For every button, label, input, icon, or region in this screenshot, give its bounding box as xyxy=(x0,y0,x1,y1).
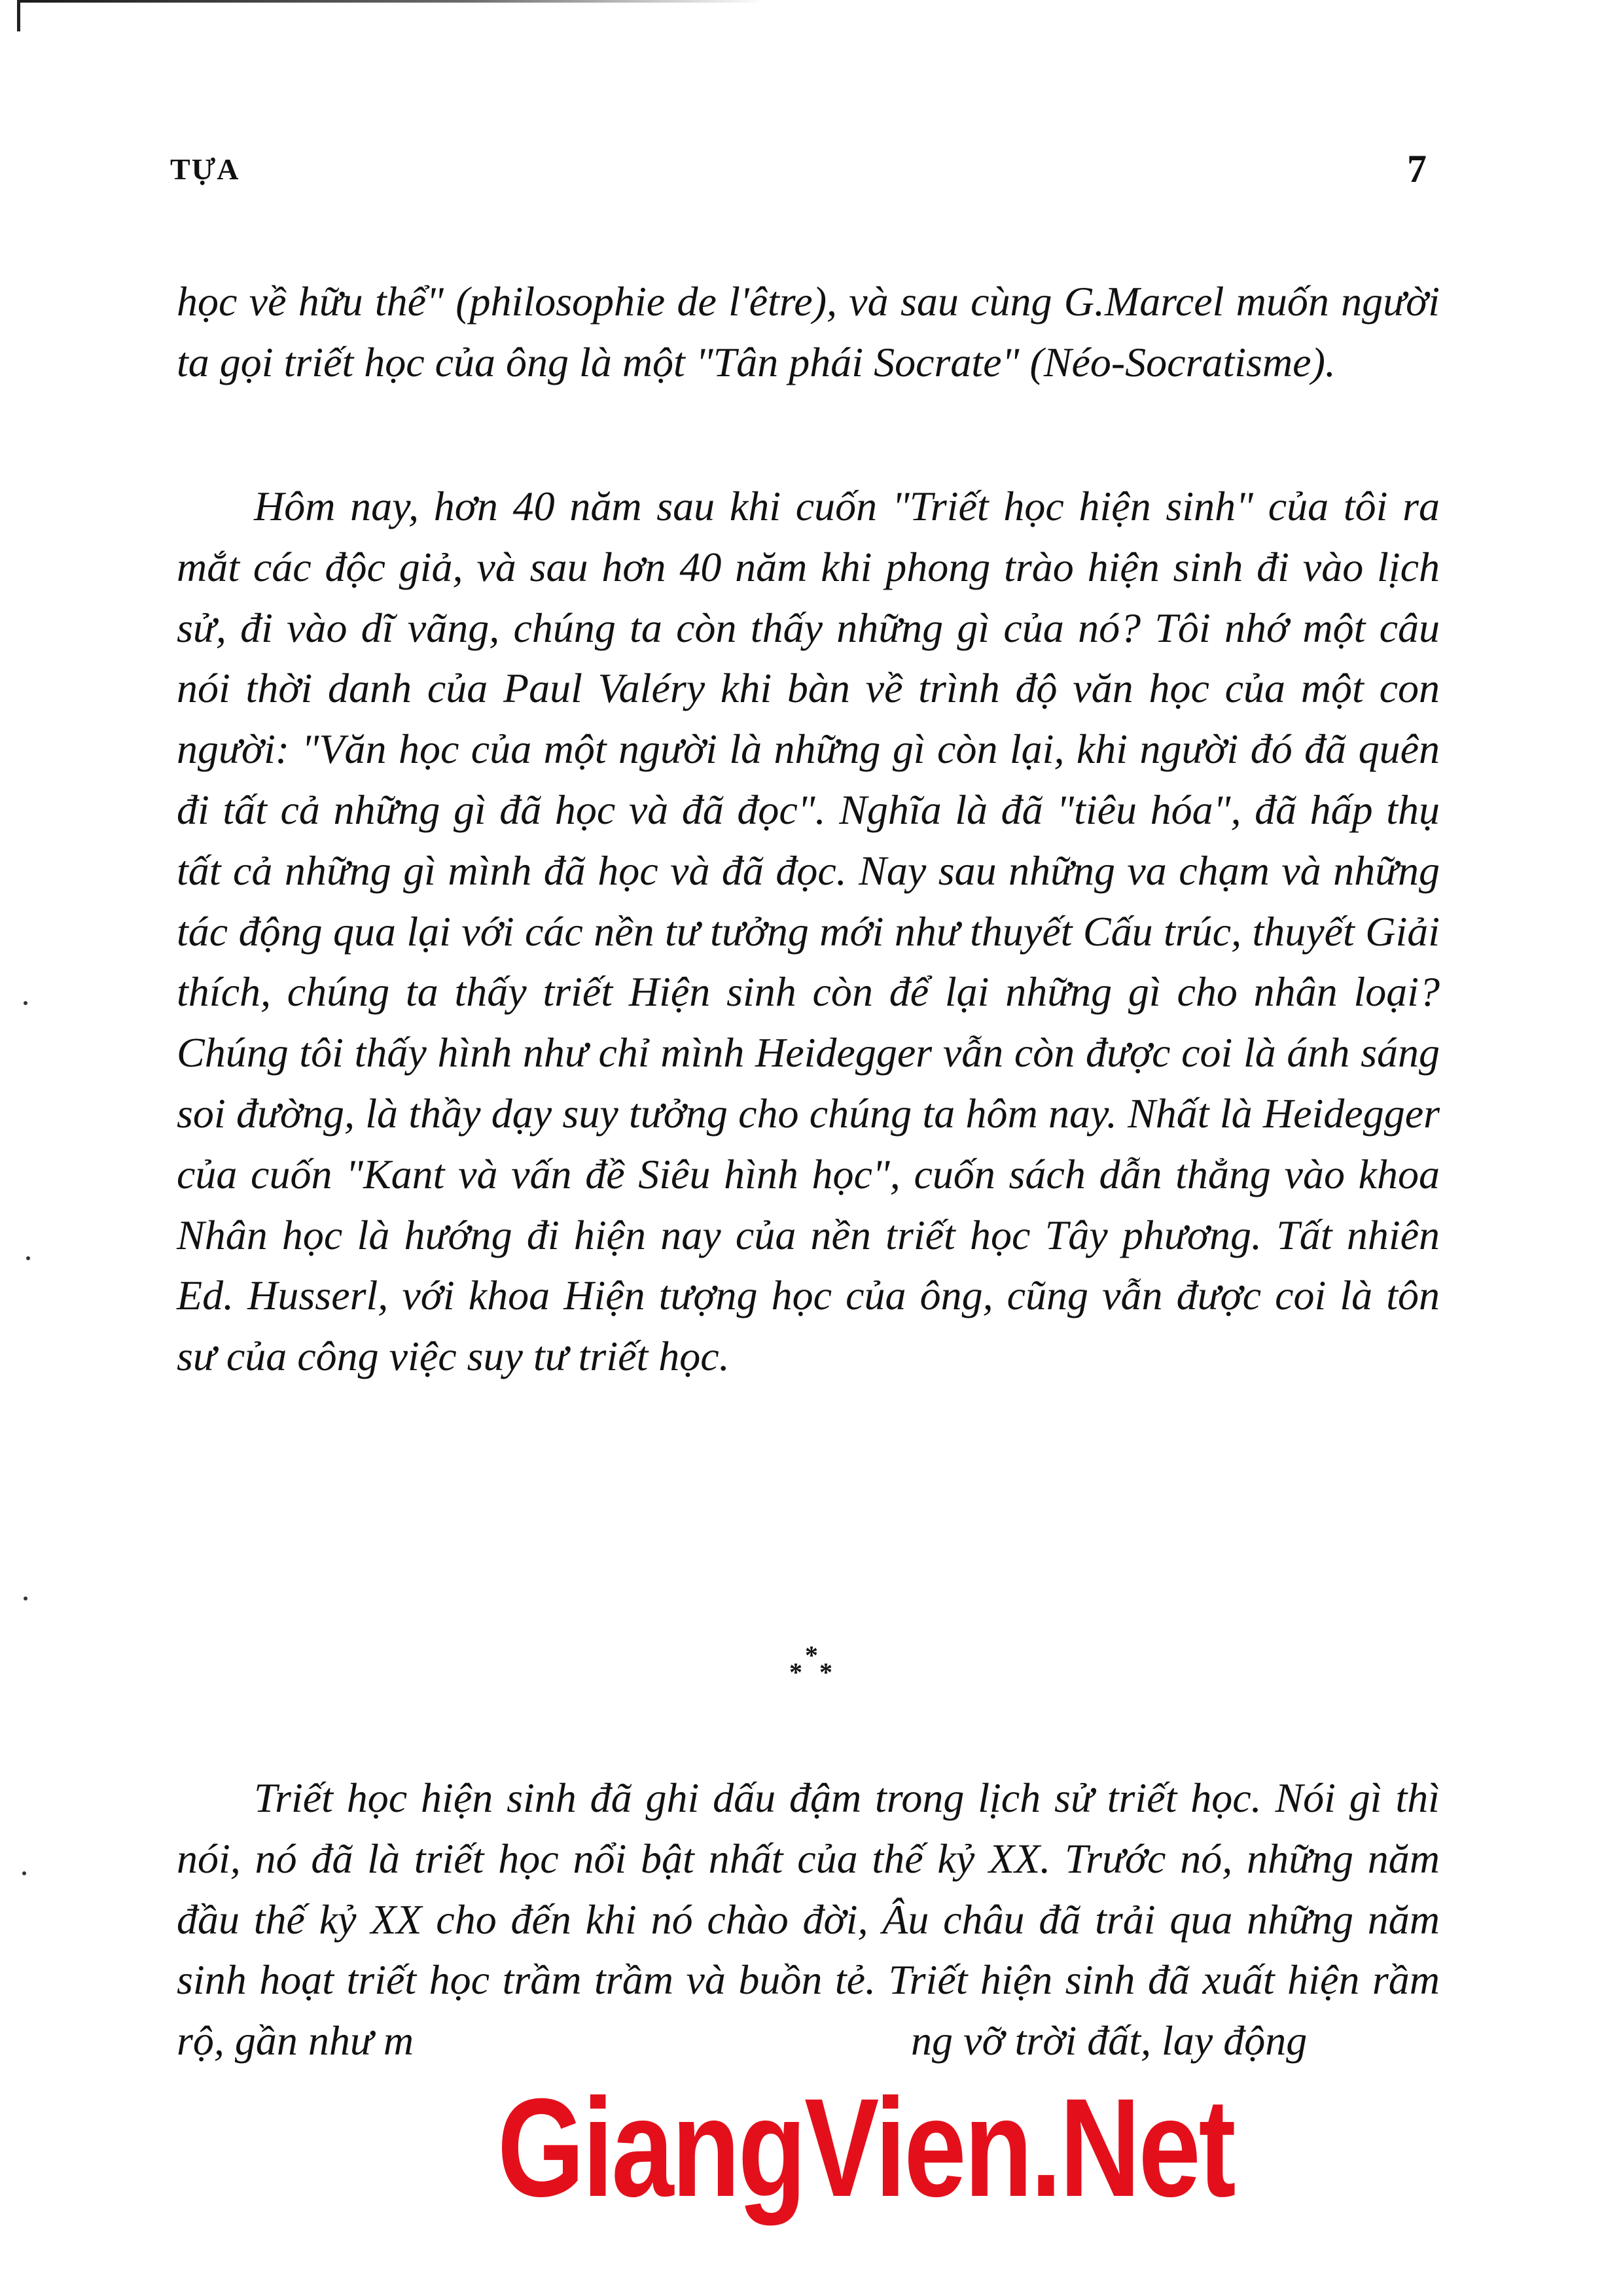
page-header xyxy=(170,147,1427,204)
section-break-asterism: * * * xyxy=(789,1640,832,1687)
watermark-logo: GiangVien.Net xyxy=(497,2070,1234,2226)
paragraph-1 xyxy=(177,272,1440,393)
page-number: 7 xyxy=(1407,147,1427,190)
scan-edge-shadow xyxy=(20,0,766,3)
paragraph-1-text: học về hữu thể" (philosophie de l'être), và sau cùng G.Marcel muốn người ta gọi triết học của ông là một "Tân phái Socrate" (Néo-Socratisme). xyxy=(177,278,1440,385)
paragraph-3-main: Triết học hiện sinh đã ghi dấu đậm trong lịch sử triết học. Nói gì thì nói, nó đã là triết học nổi bật nhất của thế kỷ XX. Trước nó, những năm đầu thế kỷ XX cho đến khi nó chào đời, Âu châu đã trải qua những năm sinh hoạt triết học trầm trầm và buồn tẻ. Triết hiện sinh đã xuất hiện rầm rộ, gần như m xyxy=(177,1775,1440,2064)
running-title: TỰA xyxy=(170,152,240,186)
paragraph-3-text xyxy=(177,1768,1440,2072)
scan-edge-mark xyxy=(17,0,20,31)
paragraph-3-tail: ng vỡ trời đất, lay động xyxy=(911,2017,1308,2064)
paragraph-2-text: Hôm nay, hơn 40 năm sau khi cuốn "Triết học hiện sinh" của tôi ra mắt các độc giả, và sau hơn 40 năm khi phong trào hiện sinh đi vào lịch sử, đi vào dĩ vãng, chúng ta còn thấy những gì của nó? Tôi nhớ một câu nói thời danh của Paul Valéry khi bàn về trình độ văn học của một con người: "Văn học của một người là những gì còn lại, khi người đó đã quên đi tất cả những gì đã học và đã đọc". Nghĩa là đã "tiêu hóa", đã hấp thụ tất cả những gì mình đã học và đã đọc. Nay sau những va chạm và những tác động qua lại với các nền tư tưởng mới như thuyết Cấu trúc, thuyết Giải thích, chúng ta thấy triết Hiện sinh còn để lại những gì cho nhân loại? Chúng tôi thấy hình như chỉ mình Heidegger vẫn còn được coi là ánh sáng soi đường, là thầy dạy suy tưởng cho chúng ta hôm nay. Nhất là Heidegger của cuốn "Kant và vấn đề Siêu hình học", cuốn sách dẫn thẳng vào khoa Nhân học là hướng đi hiện nay của nền triết học Tây phương. Tất nhiên Ed. Husserl, với khoa Hiện tượng học của ông, cũng vẫn được coi là tôn sư của công việc suy tư triết học. xyxy=(177,483,1440,1380)
paragraph-3 xyxy=(177,1768,1440,2072)
paragraph-2 xyxy=(177,476,1440,1387)
